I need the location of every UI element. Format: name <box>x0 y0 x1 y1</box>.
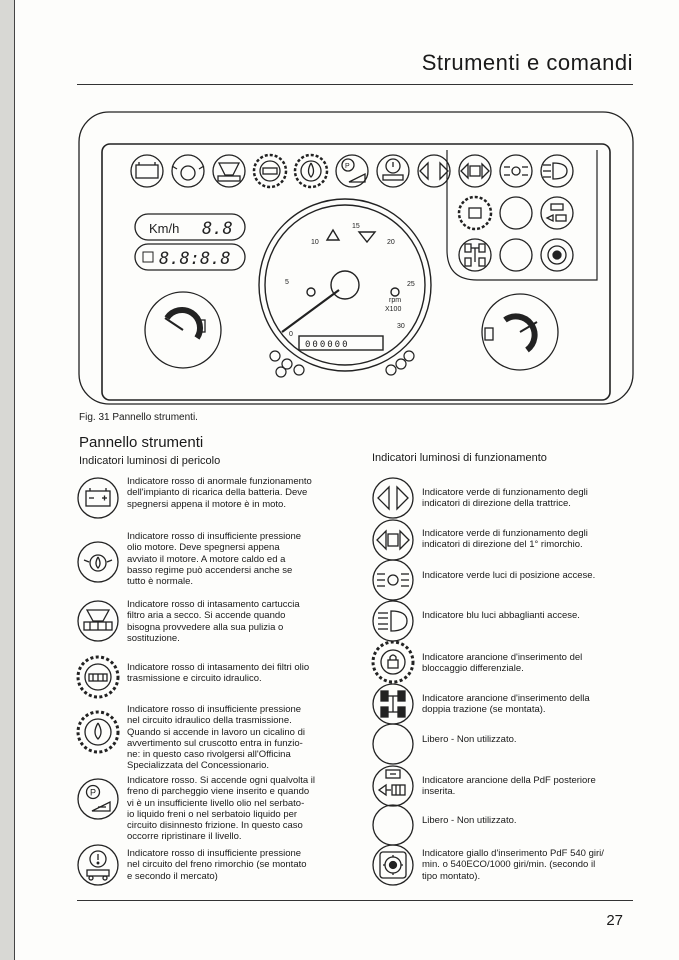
trailer-brake-icon <box>76 843 120 887</box>
panel-turn-trailer-icon <box>459 155 491 187</box>
header-rule <box>77 84 633 85</box>
svg-text:0: 0 <box>289 331 293 338</box>
panel-trans-pressure-icon <box>295 155 327 187</box>
svg-text:20: 20 <box>387 239 395 246</box>
panel-trailer-brake-icon <box>377 155 409 187</box>
panel-rear-pto-icon <box>541 197 573 229</box>
page-title: Strumenti e comandi <box>421 50 633 75</box>
transmission-pressure-icon <box>76 710 120 754</box>
figure-caption: Fig. 31 Pannello strumenti. <box>79 412 198 423</box>
four-wheel-drive-icon <box>371 682 415 726</box>
list-item <box>76 704 356 774</box>
pto-speed-icon <box>371 843 415 887</box>
position-lights-icon <box>371 558 415 602</box>
panel-pto-speed-icon <box>541 239 573 271</box>
item-text: Indicatore arancione della PdF posteriore inserita. <box>422 775 596 798</box>
item-text: Libero - Non utilizzato. <box>422 815 517 826</box>
panel-airfilter-icon <box>213 155 245 187</box>
list-item <box>371 558 641 602</box>
item-text: Indicatore rosso di intasamento dei filtri olio trasmissione e circuito idraulico. <box>127 662 310 685</box>
list-item <box>76 599 356 659</box>
indicator-dots <box>270 351 414 377</box>
list-item <box>76 476 356 536</box>
odometer-readout: 000000 <box>305 340 350 350</box>
turn-signal-trailer-icon <box>371 518 415 562</box>
item-text: Indicatore verde di funzionamento degli indicatori di direzione del 1° rimorchio. <box>422 528 588 551</box>
item-text: Indicatore arancione d'inserimento del bloccaggio differenziale. <box>422 652 583 675</box>
list-item <box>76 843 356 903</box>
panel-high-beam-icon <box>541 155 573 187</box>
list-item <box>371 599 641 643</box>
temp-gauge-right <box>482 294 558 370</box>
hour-meter-icon <box>143 252 153 262</box>
list-item <box>371 722 641 766</box>
svg-text:30: 30 <box>397 323 405 330</box>
svg-text:25: 25 <box>407 281 415 288</box>
empty-icon <box>371 722 415 766</box>
section-title: Pannello strumenti <box>79 434 204 451</box>
item-text: Indicatore rosso di insufficiente pressione nel circuito idraulico della trasmissione. Quando si accende in lavoro un cicalino di avvertimento sul cruscotto entra in funzio- ne: in questo caso rivolgersi all'Officina Specializzata del Concessionario. <box>127 704 305 772</box>
high-beam-icon <box>371 599 415 643</box>
warning-lights-subtitle: Indicatori luminosi di pericolo <box>79 455 221 467</box>
item-text: Indicatore blu luci abbaglianti accese. <box>422 610 580 621</box>
rear-pto-icon <box>371 764 415 808</box>
binding-edge <box>14 0 15 960</box>
page-binding <box>0 0 14 960</box>
item-text: Indicatore rosso di insufficiente pressione nel circuito del freno rimorchio (se montato e secondo il mercato) <box>127 848 307 882</box>
battery-icon <box>76 476 120 520</box>
diff-lock-icon <box>371 640 415 684</box>
svg-text:X100: X100 <box>385 306 402 313</box>
turn-signal-tractor-icon <box>371 476 415 520</box>
item-text: Indicatore rosso di anormale funzionamento dell'impianto di ricarica della batteria. Deve spegnersi appena il motore è in moto. <box>127 476 312 510</box>
transmission-filter-icon <box>76 655 120 699</box>
item-text: Indicatore giallo d'inserimento PdF 540 giri/ min. o 540ECO/1000 giri/min. (secondo il tipo montato). <box>422 848 604 882</box>
panel-parking-brake-icon <box>336 155 368 187</box>
speed-unit-label: Km/h <box>149 221 180 236</box>
page-number: 27 <box>606 912 623 929</box>
item-text: Indicatore rosso di insufficiente pressione olio motore. Deve spegnersi appena avviato il motore. A motore caldo ed a basso regime può accendersi anche se tutto è normale. <box>127 531 302 588</box>
speed-readout: 8.8 <box>202 219 233 239</box>
list-item <box>76 531 356 593</box>
item-text: Libero - Non utilizzato. <box>422 734 517 745</box>
function-lights-subtitle: Indicatori luminosi di funzionamento <box>372 452 547 464</box>
svg-text:P: P <box>90 787 97 798</box>
oil-pressure-icon <box>76 540 120 584</box>
fuel-temp-gauge-left <box>145 292 221 368</box>
item-text: Indicatore verde luci di posizione accese. <box>422 570 596 581</box>
item-text: Indicatore rosso. Si accende ogni qualvolta il freno di parcheggio viene inserito e quando vi è un insufficiente livello olio nel serbato- io liquido freni o nel serbatoio liquido per circuito disinnesto frizione. In questo caso occorre ripristinare il livello. <box>127 775 316 843</box>
list-item <box>76 775 356 845</box>
panel-empty-light <box>500 197 532 229</box>
svg-text:10: 10 <box>311 239 319 246</box>
panel-battery-icon <box>131 155 163 187</box>
tach-scale-labels <box>285 223 415 338</box>
instrument-panel-figure <box>77 100 635 410</box>
air-filter-icon <box>76 599 120 643</box>
item-text: Indicatore arancione d'inserimento della doppia trazione (se montata). <box>422 693 590 716</box>
parking-brake-icon <box>76 777 120 821</box>
footer-rule <box>77 900 633 901</box>
item-text: Indicatore verde di funzionamento degli indicatori di direzione della trattrice. <box>422 487 588 510</box>
item-text: Indicatore rosso di intasamento cartuccia filtro aria a secco. Si accende quando bisogna provvedere alla sua pulizia o sostituzione. <box>127 599 300 644</box>
hour-meter-readout: 8.8:8.8 <box>159 249 231 269</box>
svg-text:15: 15 <box>352 223 360 230</box>
list-item <box>371 803 641 847</box>
panel-empty-light <box>500 239 532 271</box>
empty-icon <box>371 803 415 847</box>
svg-text:5: 5 <box>285 279 289 286</box>
panel-trans-filter-icon <box>254 155 286 187</box>
panel-4wd-icon <box>459 239 491 271</box>
panel-diff-lock-icon <box>459 197 491 229</box>
panel-turn-tractor-icon <box>418 155 450 187</box>
svg-text:P: P <box>345 163 350 170</box>
panel-position-lights-icon <box>500 155 532 187</box>
svg-text:rpm: rpm <box>389 297 402 304</box>
panel-oil-icon <box>172 155 204 187</box>
list-item <box>371 843 641 903</box>
